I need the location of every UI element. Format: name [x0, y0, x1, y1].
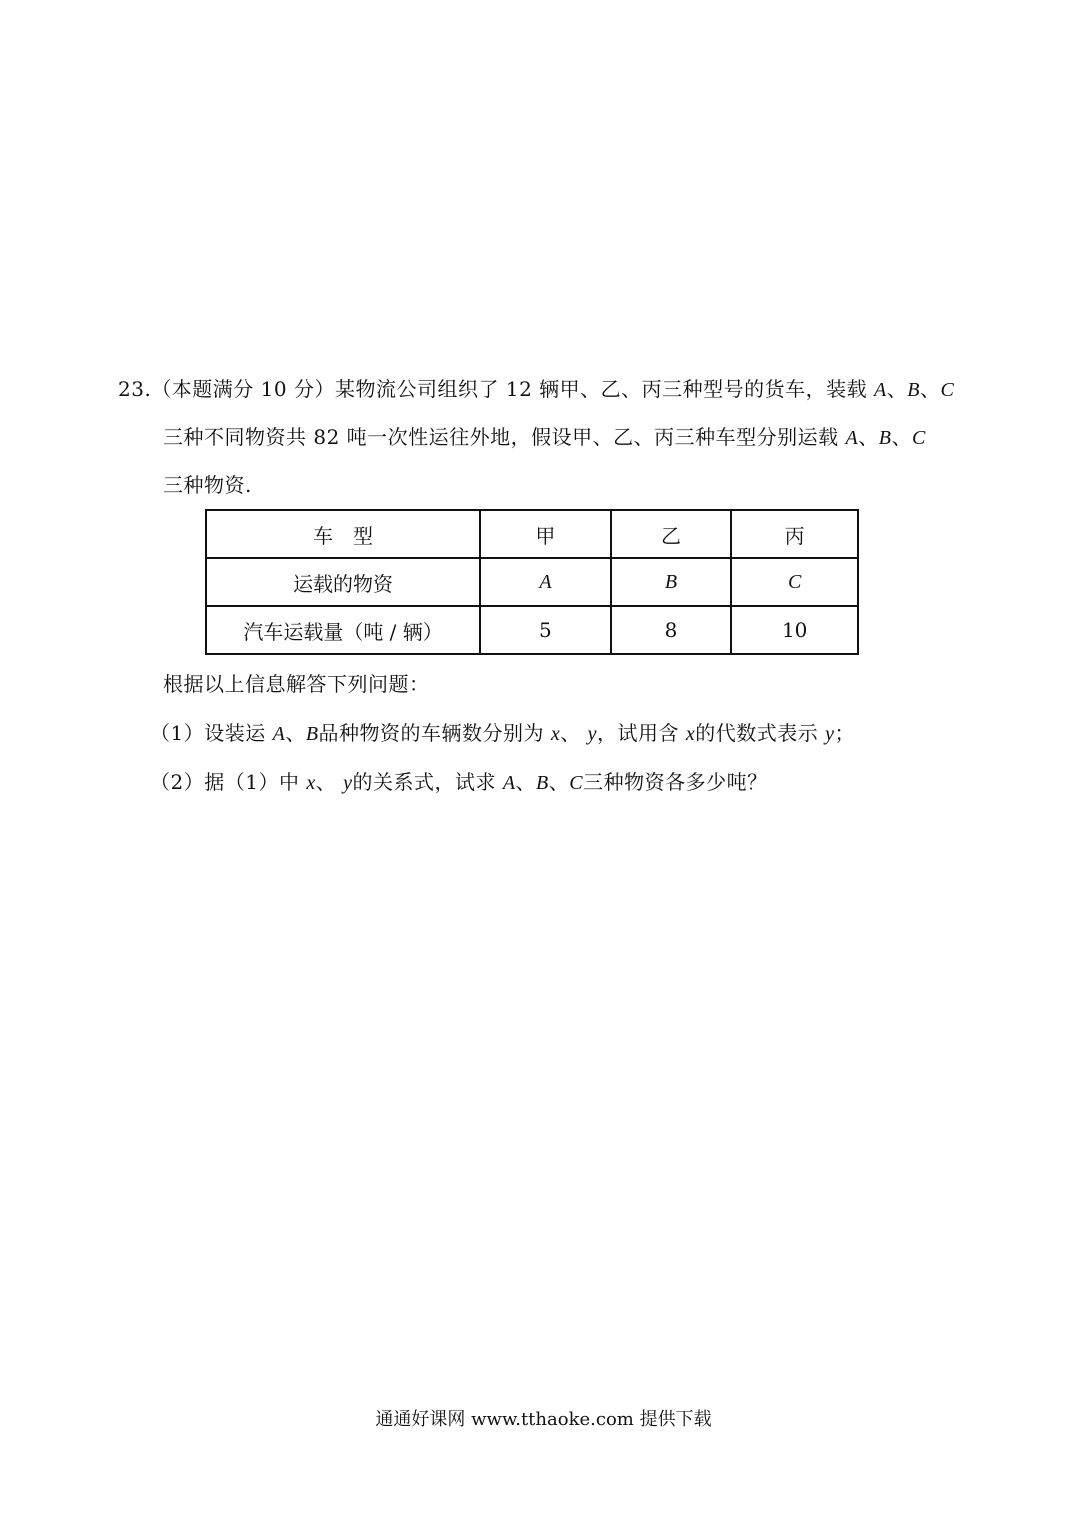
separator: 、 [858, 425, 879, 449]
footer-text: 通通好课网 www.tthaoke.com 提供下载 [375, 1409, 712, 1430]
letter-b: B [536, 772, 549, 794]
table-cell: 8 [611, 606, 732, 654]
letter-b: B [305, 723, 319, 745]
row-label: 汽车运载量（吨 / 辆） [206, 606, 480, 654]
q1-text-3: 的代数式表示 [695, 721, 819, 745]
var-y: y [825, 723, 835, 745]
q1-prefix: （1）设装运 [150, 721, 266, 745]
table-cell: 10 [731, 606, 858, 654]
separator: 、 [315, 770, 337, 794]
table-cell: B [611, 558, 732, 606]
separator: 、 [548, 770, 570, 794]
letter-b: B [878, 427, 892, 449]
instruction-text: 根据以上信息解答下列问题： [163, 672, 430, 696]
separator: 、 [285, 721, 306, 745]
letter-a: A [502, 772, 516, 794]
vehicle-table [205, 509, 859, 655]
var-x: x [685, 723, 696, 745]
problem-line-3 [163, 472, 252, 498]
intro-text-1: 某物流公司组织了 12 辆甲、乙、丙三种型号的货车，装载 [334, 377, 868, 401]
table-header-cell: 丙 [731, 510, 858, 558]
separator: 、 [886, 377, 908, 401]
q1-text: 品种物资的车辆数分别为 [318, 721, 545, 745]
q2-text: 的关系式，试求 [352, 770, 496, 794]
table-row-capacity [206, 606, 858, 654]
intro-text-2: 三种不同物资共 82 吨一次性运往外地，假设甲、乙、丙三种车型分别运载 [163, 425, 839, 449]
problem-line-1 [118, 376, 954, 403]
table-header-cell: 乙 [611, 510, 732, 558]
question-2 [150, 769, 768, 796]
letter-c: C [569, 772, 584, 794]
separator: 、 [919, 377, 941, 401]
letter-c: C [911, 427, 926, 449]
table-header-cell: 甲 [480, 510, 611, 558]
letter-a: A [874, 379, 887, 401]
footer [0, 1408, 1087, 1432]
letter-a: A [272, 723, 286, 745]
table-header-row [206, 510, 858, 558]
q2-end: 三种物资各多少吨？ [583, 770, 768, 794]
letter-c: C [940, 379, 955, 401]
separator: 、 [560, 721, 581, 745]
row-label: 运载的物资 [206, 558, 480, 606]
var-y: y [343, 772, 353, 794]
letter-b: B [907, 379, 920, 401]
score-note: （本题满分 10 分） [151, 377, 335, 401]
letter-a: A [845, 427, 859, 449]
table-cell: 5 [480, 606, 611, 654]
separator: 、 [515, 770, 537, 794]
table-cell: A [480, 558, 611, 606]
var-x: x [306, 772, 316, 794]
table-row-goods [206, 558, 858, 606]
var-x: x [550, 723, 561, 745]
q1-text-2: ，试用含 [597, 721, 680, 745]
question-1 [150, 720, 855, 747]
intro-text-3: 三种物资. [163, 473, 252, 497]
instruction [163, 671, 430, 697]
q2-prefix: （2）据（1）中 [150, 770, 300, 794]
q1-end: ； [834, 721, 856, 745]
var-y: y [587, 723, 598, 745]
problem-line-2 [163, 424, 926, 451]
separator: 、 [891, 425, 912, 449]
table-cell: C [731, 558, 858, 606]
problem-number: 23. [118, 377, 152, 401]
table-header-cell: 车 型 [206, 510, 480, 558]
